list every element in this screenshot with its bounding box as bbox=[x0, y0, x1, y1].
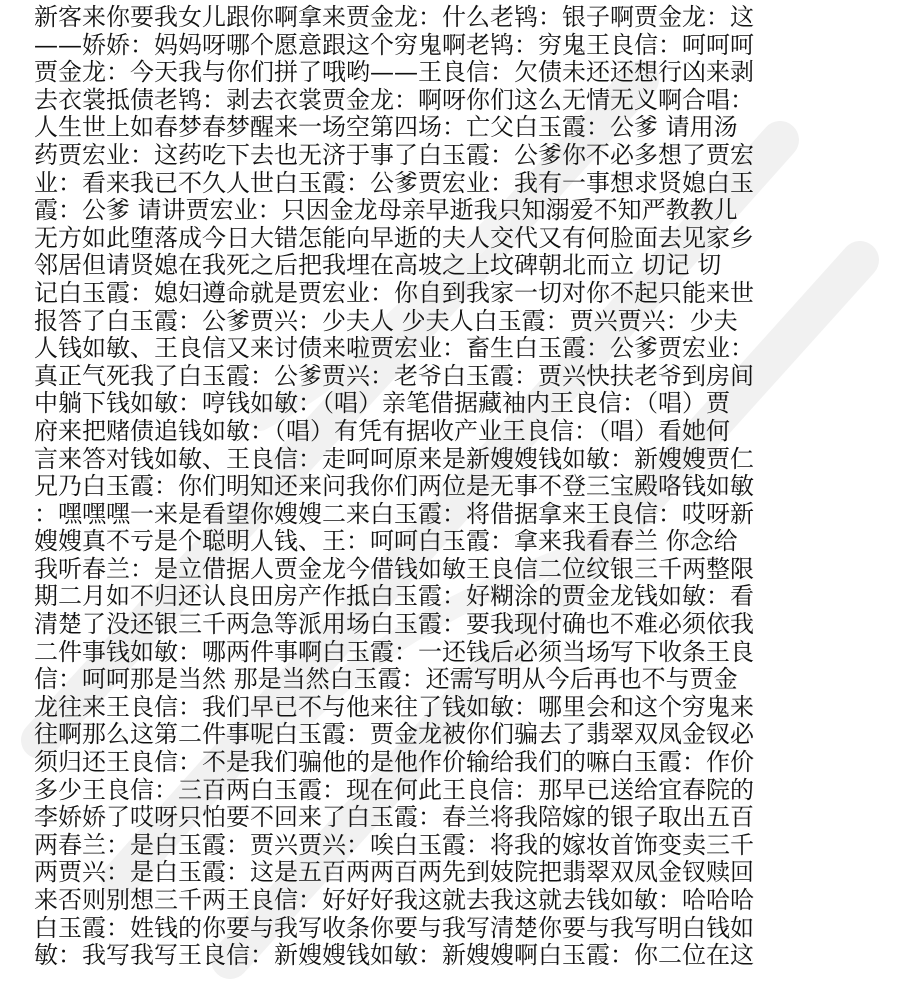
text-line: 多少王良信：三百两白玉霞：现在何此王良信：那早已送给宜春院的 bbox=[34, 776, 754, 804]
text-line: 人钱如敏、王良信又来讨债来啦贾宏业：畜生白玉霞：公爹贾宏业： bbox=[34, 335, 754, 363]
text-line: 邻居但请贤媳在我死之后把我埋在高坡之上坟碑朝北而立 切记 切 bbox=[34, 252, 722, 280]
text-line: 府来把赌债追钱如敏：（唱）有凭有据收产业王良信：（唱）看她何 bbox=[34, 417, 730, 445]
text-line: 嫂嫂真不亏是个聪明人钱、王：呵呵白玉霞：拿来我看春兰 你念给 bbox=[34, 528, 738, 556]
text-line: ：嘿嘿嘿一来是看望你嫂嫂二来白玉霞：将借据拿来王良信：哎呀新 bbox=[34, 500, 754, 528]
text-line: 敏：我写我写王良信：新嫂嫂钱如敏：新嫂嫂啊白玉霞：你二位在这 bbox=[34, 942, 754, 970]
text-line: 真正气死我了白玉霞：公爹贾兴：老爷白玉霞：贾兴快扶老爷到房间 bbox=[34, 362, 754, 390]
text-line: 我听春兰：是立借据人贾金龙今借钱如敏王良信二位纹银三千两整限 bbox=[34, 555, 754, 583]
text-line: 两贾兴：是白玉霞：这是五百两两百两先到妓院把翡翠双凤金钗赎回 bbox=[34, 859, 754, 887]
text-line: 霞：公爹 请讲贾宏业：只因金龙母亲早逝我只知溺爱不知严教教儿 bbox=[34, 197, 738, 225]
text-line: 信：呵呵那是当然 那是当然白玉霞：还需写明从今后再也不与贾金 bbox=[34, 666, 738, 694]
text-line: 期二月如不归还认良田房产作抵白玉霞：好糊涂的贾金龙钱如敏：看 bbox=[34, 583, 754, 611]
text-line: 新客来你要我女儿跟你啊拿来贾金龙：什么老鸨：银子啊贾金龙：这 bbox=[34, 4, 754, 31]
text-line: 李娇娇了哎呀只怕要不回来了白玉霞：春兰将我陪嫁的银子取出五百 bbox=[34, 804, 754, 832]
text-line: 龙往来王良信：我们早已不与他来往了钱如敏：哪里会和这个穷鬼来 bbox=[34, 693, 754, 721]
text-line: 记白玉霞：媳妇遵命就是贾宏业：你自到我家一切对你不起只能来世 bbox=[34, 279, 754, 307]
text-line: 去衣裳抵债老鸨：剥去衣裳贾金龙：啊呀你们这么无情无义啊合唱： bbox=[34, 86, 754, 114]
text-line: 须归还王良信：不是我们骗他的是他作价输给我们的嘛白玉霞：作价 bbox=[34, 749, 754, 777]
text-line: 往啊那么这第二件事呢白玉霞：贾金龙被你们骗去了翡翠双凤金钗必 bbox=[34, 721, 754, 749]
text-line: 报答了白玉霞：公爹贾兴：少夫人 少夫人白玉霞：贾兴贾兴：少夫 bbox=[34, 307, 738, 335]
text-line: 清楚了没还银三千两急等派用场白玉霞：要我现付确也不难必须依我 bbox=[34, 611, 754, 639]
text-line: 药贾宏业：这药吃下去也无济于事了白玉霞：公爹你不必多想了贾宏 bbox=[34, 141, 754, 169]
text-line: 兄乃白玉霞：你们明知还来问我你们两位是无事不登三宝殿咯钱如敏 bbox=[34, 473, 754, 501]
text-line: 人生世上如春梦春梦醒来一场空第四场：亡父白玉霞：公爹 请用汤 bbox=[34, 114, 738, 142]
text-line: 贾金龙：今天我与你们拼了哦哟——王良信：欠债未还还想行凶来剥 bbox=[34, 59, 754, 87]
text-line: 无方如此堕落成今日大错怎能向早逝的夫人交代又有何脸面去见家乡 bbox=[34, 224, 754, 252]
text-line: 两春兰：是白玉霞：贾兴贾兴：唉白玉霞：将我的嫁妆首饰变卖三千 bbox=[34, 831, 754, 859]
text-line: 白玉霞：姓钱的你要与我写收条你要与我写清楚你要与我写明白钱如 bbox=[34, 914, 754, 942]
text-line: 中躺下钱如敏：哼钱如敏：（唱）亲笔借据藏袖内王良信：（唱）贾 bbox=[34, 390, 730, 418]
text-line: ——娇娇：妈妈呀哪个愿意跟这个穷鬼啊老鸨：穷鬼王良信：呵呵呵 bbox=[34, 31, 754, 59]
text-line: 来否则别想三千两王良信：好好好我这就去我这就去钱如敏：哈哈哈 bbox=[34, 887, 754, 914]
text-line: 言来答对钱如敏、王良信：走呵呵原来是新嫂嫂钱如敏：新嫂嫂贾仁 bbox=[34, 445, 754, 473]
text-line: 二件事钱如敏：哪两件事啊白玉霞：一还钱后必须当场写下收条王良 bbox=[34, 638, 754, 666]
text-line: 业：看来我已不久人世白玉霞：公爹贾宏业：我有一事想求贤媳白玉 bbox=[34, 169, 754, 197]
script-text-block bbox=[34, 4, 874, 970]
